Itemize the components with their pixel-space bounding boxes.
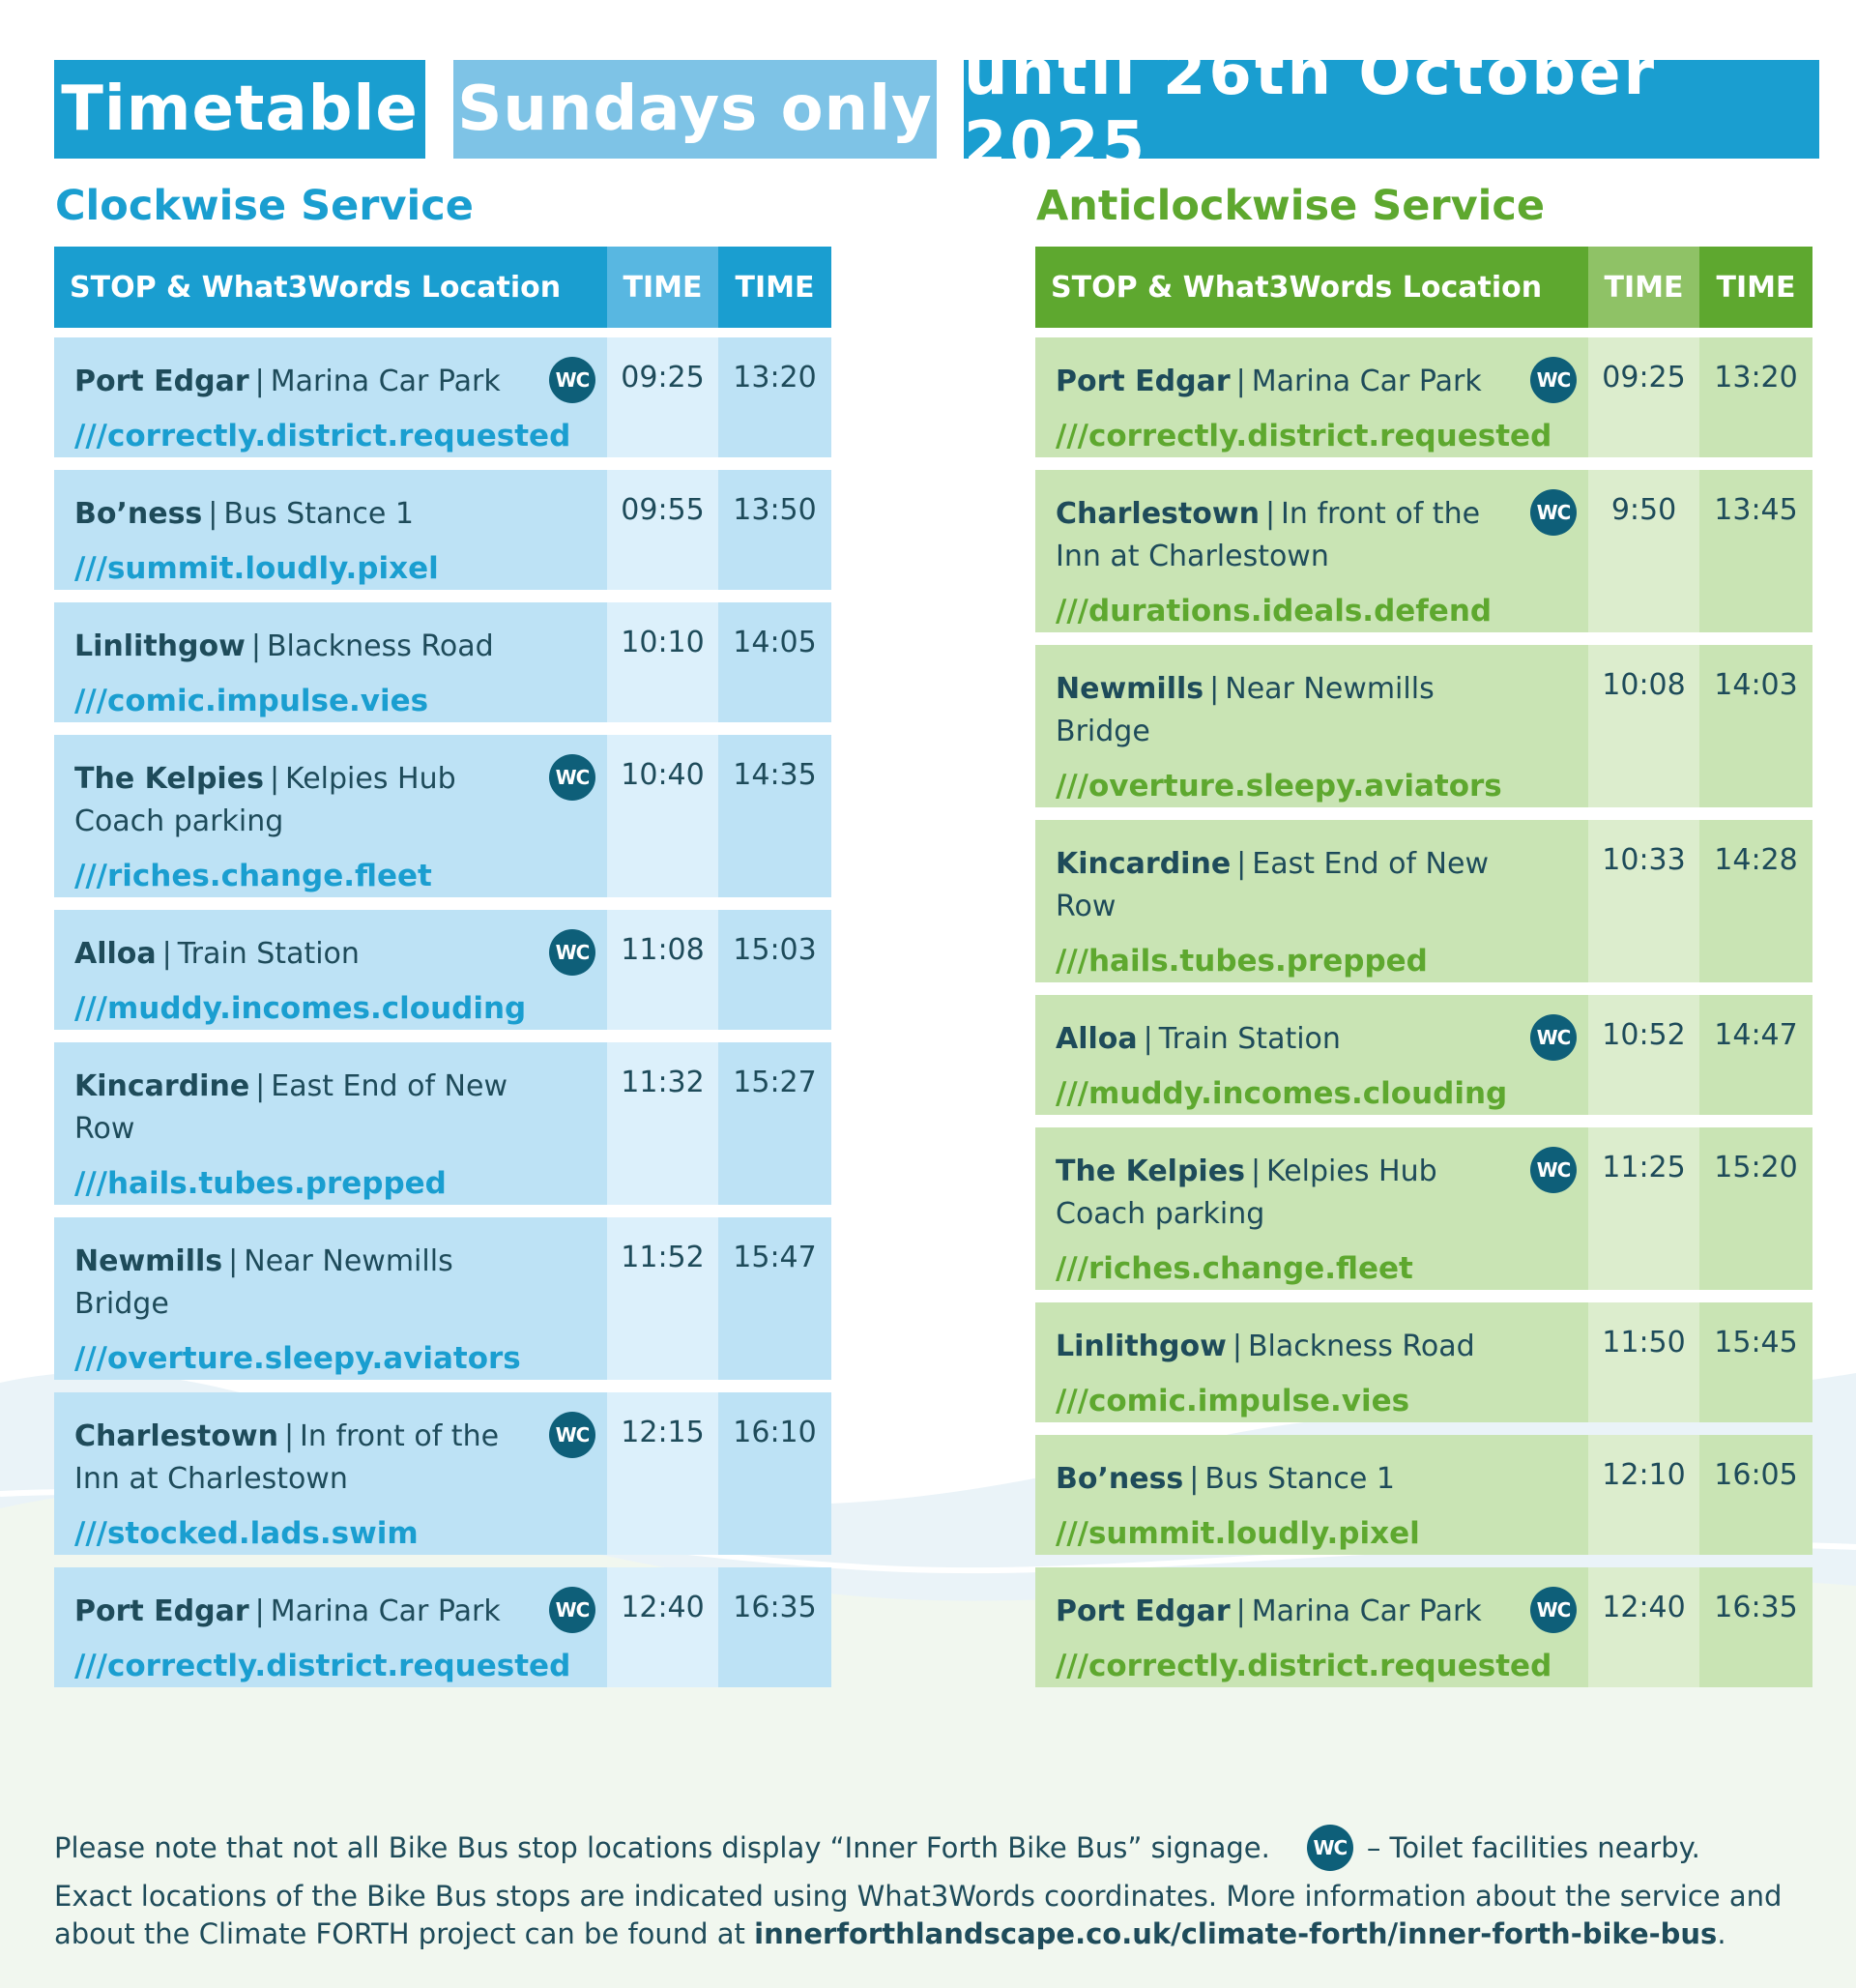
time-cell-1: 09:55 [607,470,718,590]
stop-line [74,1066,539,1151]
stop-location: Train Station [177,937,360,971]
table-row [54,1567,831,1687]
time-cell-2: 16:05 [1699,1435,1812,1555]
what3words-address[interactable]: ///muddy.incomes.clouding [1056,1076,1508,1111]
separator: | [254,1594,265,1628]
separator: | [1250,1155,1262,1188]
time-cell-1: 10:08 [1588,645,1699,807]
stop-location: In front of the Inn at Charlestown [74,1419,500,1496]
stop-location: Kelpies Hub Coach parking [1056,1155,1437,1231]
stop-location: East End of New Row [74,1069,508,1146]
time-cell-2: 16:35 [1699,1567,1812,1687]
stop-cell [1035,337,1588,457]
anticlockwise-timetable [1035,247,1812,1700]
wc-icon: WC [1530,1587,1577,1633]
time-cell-1: 11:52 [607,1217,718,1380]
time-cell-2: 16:35 [718,1567,831,1687]
time-cell-2: 13:20 [718,337,831,457]
stop-location: In front of the Inn at Charlestown [1056,497,1481,573]
table-row [1035,337,1812,457]
what3words-address[interactable]: ///overture.sleepy.aviators [1056,769,1502,804]
table-row [54,1392,831,1555]
time-cell-1: 09:25 [607,337,718,457]
time-cell-1: 12:40 [1588,1567,1699,1687]
stop-line [74,493,539,536]
stop-line [74,1241,539,1326]
stop-name: Port Edgar [1056,365,1231,398]
stop-cell [1035,470,1588,632]
time-cell-2: 15:47 [718,1217,831,1380]
time-cell-2: 15:03 [718,910,831,1030]
stop-location: Blackness Road [1247,1330,1475,1363]
separator: | [1235,1594,1246,1628]
separator: | [250,629,261,663]
what3words-address[interactable]: ///durations.ideals.defend [1056,594,1493,629]
separator: | [1236,847,1247,881]
what3words-address[interactable]: ///comic.impulse.vies [74,684,429,718]
header-title: Timetable [54,60,425,159]
website-link[interactable]: innerforthlandscape.co.uk/climate-forth/inner-forth-bike-bus [754,1917,1718,1950]
stop-name: Linlithgow [1056,1330,1227,1363]
stop-name: Newmills [74,1244,223,1278]
separator: | [1232,1330,1242,1363]
separator: | [255,1069,266,1103]
stop-name: The Kelpies [1056,1155,1245,1188]
stop-cell [54,735,607,897]
stop-line [1056,493,1521,578]
column-header-time-1: TIME [1588,247,1699,328]
table-row [1035,470,1812,632]
wc-icon: WC [549,754,595,801]
wc-icon: WC [1307,1825,1353,1871]
wc-icon: WC [1530,489,1577,536]
time-cell-1: 9:50 [1588,470,1699,632]
stop-cell [1035,1127,1588,1290]
stop-line [1056,1326,1521,1368]
time-cell-1: 12:40 [607,1567,718,1687]
wc-icon: WC [549,929,595,976]
separator: | [1264,497,1276,531]
stop-name: Linlithgow [74,629,246,663]
stop-location: Near Newmills Bridge [1056,672,1435,748]
time-cell-2: 14:03 [1699,645,1812,807]
time-cell-2: 13:50 [718,470,831,590]
stop-location: Near Newmills Bridge [74,1244,453,1321]
time-cell-2: 13:45 [1699,470,1812,632]
what3words-address[interactable]: ///summit.loudly.pixel [1056,1516,1420,1551]
stop-name: Newmills [1056,672,1204,706]
stop-name: Charlestown [1056,497,1260,531]
stop-location: Bus Stance 1 [223,497,414,531]
stop-cell [1035,995,1588,1115]
table-header [54,247,831,328]
table-row [1035,820,1812,982]
what3words-address[interactable]: ///hails.tubes.prepped [1056,944,1428,979]
time-cell-2: 13:20 [1699,337,1812,457]
time-cell-2: 14:35 [718,735,831,897]
what3words-address[interactable]: ///correctly.district.requested [1056,1649,1552,1683]
stop-name: Kincardine [1056,847,1232,881]
column-header-stop: STOP & What3Words Location [54,247,607,328]
stop-cell [54,910,607,1030]
stop-name: Bo’ness [1056,1462,1184,1496]
table-header [1035,247,1812,328]
time-cell-2: 15:45 [1699,1302,1812,1422]
table-row [54,735,831,897]
what3words-address[interactable]: ///hails.tubes.prepped [74,1166,447,1201]
stop-location: Marina Car Park [270,365,501,398]
stop-line [74,1416,539,1501]
separator: | [269,762,280,796]
stop-name: Kincardine [74,1069,250,1103]
time-cell-2: 14:28 [1699,820,1812,982]
table-row [54,470,831,590]
stop-line [1056,1018,1521,1061]
stop-name: Charlestown [74,1419,278,1453]
stop-cell [1035,1302,1588,1422]
table-row [54,337,831,457]
what3words-address[interactable]: ///correctly.district.requested [74,1649,571,1683]
time-cell-1: 10:40 [607,735,718,897]
stop-cell [54,1392,607,1555]
time-cell-1: 10:33 [1588,820,1699,982]
stop-cell [1035,1435,1588,1555]
stop-line [1056,1458,1521,1501]
time-cell-1: 12:15 [607,1392,718,1555]
stop-cell [1035,645,1588,807]
column-header-time-2: TIME [1699,247,1812,328]
wc-icon: WC [549,357,595,403]
stop-line [74,626,539,668]
stop-location: Marina Car Park [1251,365,1482,398]
stop-line [74,1591,539,1633]
clockwise-timetable [54,247,831,1700]
what3words-address[interactable]: ///comic.impulse.vies [1056,1384,1410,1418]
time-cell-2: 15:20 [1699,1127,1812,1290]
table-row [1035,995,1812,1115]
table-row [54,1217,831,1380]
clockwise-title: Clockwise Service [55,182,474,230]
separator: | [228,1244,239,1278]
stop-name: The Kelpies [74,762,264,796]
separator: | [161,937,172,971]
column-header-stop: STOP & What3Words Location [1035,247,1588,328]
wc-icon: WC [1530,357,1577,403]
time-cell-1: 11:32 [607,1042,718,1205]
info-note [54,1878,1823,1953]
separator: | [1235,365,1246,398]
stop-name: Alloa [74,937,157,971]
stop-line [1056,1591,1521,1633]
what3words-address[interactable]: ///stocked.lads.swim [74,1516,419,1551]
stop-line [74,933,539,976]
info-text: Exact locations of the Bike Bus stops are indicated using What3Words coordinates. More information about the service and about the Climate FORTH project can be found at [54,1880,1783,1950]
wc-icon: WC [1530,1014,1577,1061]
table-body [1035,337,1812,1687]
stop-name: Port Edgar [74,365,249,398]
stop-name: Alloa [1056,1022,1138,1056]
stop-name: Bo’ness [74,497,203,531]
stop-location: Train Station [1158,1022,1341,1056]
stop-cell [54,1042,607,1205]
time-cell-1: 09:25 [1588,337,1699,457]
separator: | [1209,672,1220,706]
header-days: Sundays only [453,60,937,159]
time-cell-1: 11:08 [607,910,718,1030]
time-cell-2: 14:05 [718,602,831,722]
signage-note-text: Please note that not all Bike Bus stop locations display “Inner Forth Bike Bus” signage. [54,1831,1270,1864]
time-cell-2: 15:27 [718,1042,831,1205]
anticlockwise-title: Anticlockwise Service [1036,182,1545,230]
stop-location: Kelpies Hub Coach parking [74,762,456,838]
stop-cell [54,470,607,590]
time-cell-1: 11:50 [1588,1302,1699,1422]
stop-line [1056,1151,1521,1236]
time-cell-2: 14:47 [1699,995,1812,1115]
stop-name: Port Edgar [74,1594,249,1628]
time-cell-1: 11:25 [1588,1127,1699,1290]
table-row [1035,1435,1812,1555]
stop-location: Marina Car Park [1251,1594,1482,1628]
wc-icon: WC [549,1587,595,1633]
signage-note [54,1825,1823,1871]
what3words-address[interactable]: ///muddy.incomes.clouding [74,991,527,1026]
time-cell-1: 10:10 [607,602,718,722]
stop-cell [54,602,607,722]
stop-cell [54,1567,607,1687]
table-body [54,337,831,1687]
stop-cell [1035,1567,1588,1687]
stop-name: Port Edgar [1056,1594,1231,1628]
table-row [1035,645,1812,807]
stop-line [1056,668,1521,753]
table-row [54,1042,831,1205]
table-row [54,910,831,1030]
separator: | [1189,1462,1200,1496]
table-row [54,602,831,722]
info-suffix: . [1717,1917,1726,1950]
stop-line [74,758,539,843]
wc-legend-text: – Toilet facilities nearby. [1366,1831,1700,1864]
separator: | [254,365,265,398]
separator: | [1143,1022,1153,1056]
stop-cell [1035,820,1588,982]
what3words-address[interactable]: ///correctly.district.requested [1056,419,1552,453]
stop-location: East End of New Row [1056,847,1489,923]
separator: | [208,497,218,531]
column-header-time-1: TIME [607,247,718,328]
stop-cell [54,1217,607,1380]
time-cell-2: 16:10 [718,1392,831,1555]
table-row [1035,1567,1812,1687]
what3words-address[interactable]: ///riches.change.fleet [1056,1251,1413,1286]
what3words-address[interactable]: ///correctly.district.requested [74,419,571,453]
stop-line [74,361,539,403]
table-row [1035,1302,1812,1422]
stop-location: Bus Stance 1 [1204,1462,1395,1496]
wc-icon: WC [1530,1147,1577,1193]
stop-line [1056,843,1521,928]
separator: | [283,1419,295,1453]
table-row [1035,1127,1812,1290]
stop-line [1056,361,1521,403]
stop-location: Marina Car Park [270,1594,501,1628]
stop-cell [54,337,607,457]
what3words-address[interactable]: ///riches.change.fleet [74,859,432,893]
stop-location: Blackness Road [266,629,494,663]
header-until-date: until 26th October 2025 [964,60,1819,159]
column-header-time-2: TIME [718,247,831,328]
time-cell-1: 12:10 [1588,1435,1699,1555]
what3words-address[interactable]: ///overture.sleepy.aviators [74,1341,521,1376]
time-cell-1: 10:52 [1588,995,1699,1115]
what3words-address[interactable]: ///summit.loudly.pixel [74,551,439,586]
wc-icon: WC [549,1412,595,1458]
